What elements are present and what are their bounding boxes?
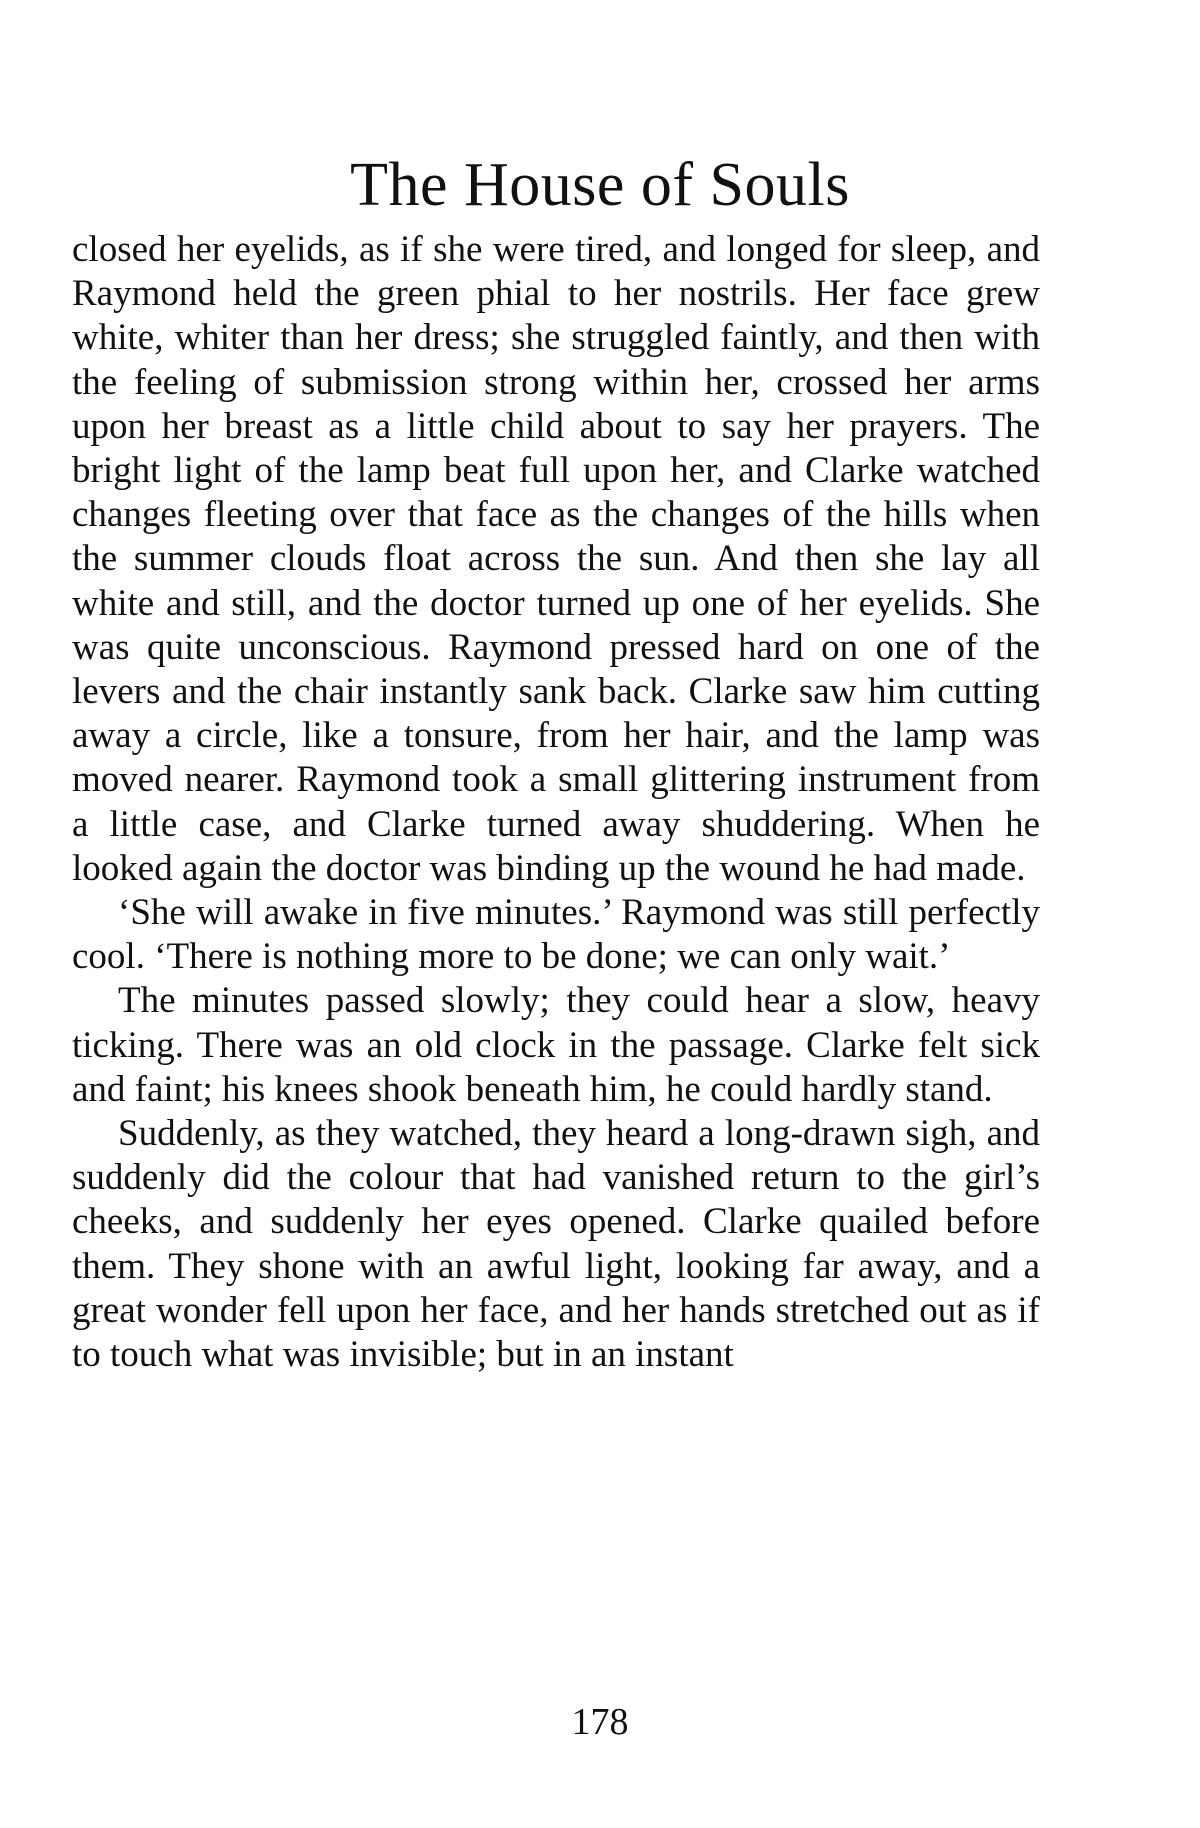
page-number: 178 xyxy=(571,1701,629,1743)
paragraph: The minutes passed slowly; they could hear a slow, heavy ticking. There was an old clock in the passage. Clarke felt sick and faint; his knees shook beneath him, he could hardly stand. xyxy=(72,980,1040,1110)
body-text xyxy=(72,228,1040,1377)
paragraph: Suddenly, as they watched, they heard a long-drawn sigh, and suddenly did the colour that had vanished return to the girl’s cheeks, and suddenly her eyes opened. Clarke quailed before them. They shone with an awful light, looking far away, and a great wonder fell upon her face, and her hands stretched out as if to touch what was invisible; but in an instant xyxy=(72,1113,1040,1376)
running-title: The House of Souls xyxy=(350,151,850,219)
paragraph: ‘She will awake in five minutes.’ Raymond was still perfectly cool. ‘There is nothing more to be done; we can only wait.’ xyxy=(72,892,1040,978)
paragraph: closed her eyelids, as if she were tired, and longed for sleep, and Raymond held the green phial to her nostrils. Her face grew white, whiter than her dress; she struggled faintly, and then with the feeling of submission strong within her, crossed her arms upon her breast as a little child about to say her prayers. The bright light of the lamp beat full upon her, and Clarke watched changes fleeting over that face as the changes of the hills when the summer clouds float across the sun. And then she lay all white and still, and the doctor turned up one of her eyelids. She was quite unconscious. Raymond pressed hard on one of the levers and the chair instantly sank back. Clarke saw him cutting away a circle, like a tonsure, from her hair, and the lamp was moved nearer. Raymond took a small glittering instrument from a little case, and Clarke turned away shuddering. When he looked again the doctor was binding up the wound he had made. xyxy=(72,229,1040,889)
